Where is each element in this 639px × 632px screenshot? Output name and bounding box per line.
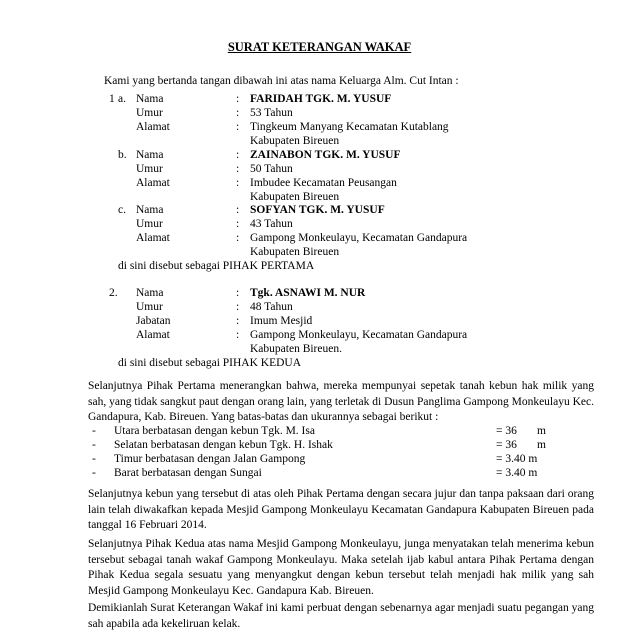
boundary-text: Utara berbatasan dengan kebun Tgk. M. Isa (114, 425, 315, 437)
intro-line: Kami yang bertanda tangan dibawah ini atas nama Keluarga Alm. Cut Intan : (104, 75, 459, 87)
field-label: Nama (136, 93, 164, 105)
boundary-text: Timur berbatasan dengan Jalan Gampong (114, 453, 306, 465)
list-dash: - (92, 425, 96, 437)
person-age: 50 Tahun (250, 163, 293, 175)
field-colon: : (236, 107, 240, 119)
field-label: Alamat (136, 329, 170, 341)
person-address-line2: Kabupaten Bireuen (250, 246, 340, 258)
person-name: Tgk. ASNAWI M. NUR (250, 287, 366, 299)
person-age: 43 Tahun (250, 218, 293, 230)
list-dash: - (92, 439, 96, 451)
boundary-text: Selatan berbatasan dengan kebun Tgk. H. Ishak (114, 439, 333, 451)
party1-number: 1 (109, 93, 115, 105)
person-name: ZAINABON TGK. M. YUSUF (250, 149, 401, 161)
field-label: Alamat (136, 121, 170, 133)
boundary-measure: = 36 (496, 425, 517, 437)
party1-role: di sini disebut sebagai PIHAK PERTAMA (118, 260, 315, 272)
person-address: Imbudee Kecamatan Peusangan (250, 177, 397, 189)
boundary-measure: = 3.40 m (496, 467, 538, 479)
person-age: 53 Tahun (250, 107, 293, 119)
person-address: Gampong Monkeulayu, Kecamatan Gandapura (250, 232, 468, 244)
person-letter: b. (118, 149, 127, 161)
field-colon: : (236, 93, 240, 105)
field-colon: : (236, 315, 240, 327)
document-title: SURAT KETERANGAN WAKAF (227, 40, 412, 54)
field-label: Umur (136, 301, 163, 313)
field-label: Jabatan (136, 315, 171, 327)
person-address-line2: Kabupaten Bireuen (250, 135, 340, 147)
person-letter: c. (118, 204, 126, 216)
party2-number: 2. (109, 287, 118, 299)
party2-role: di sini disebut sebagai PIHAK KEDUA (118, 357, 302, 369)
list-dash: - (92, 453, 96, 465)
field-label: Nama (136, 204, 164, 216)
person-age: 48 Tahun (250, 301, 293, 313)
field-label: Umur (136, 218, 163, 230)
field-label: Alamat (136, 232, 170, 244)
list-dash: - (92, 467, 96, 479)
paragraph-land-description: Selanjutnya Pihak Pertama menerangkan bahwa, mereka mempunyai sepetak tanah kebun hak milik yang sah, yang tidak sangkut paut dengan orang lain, yang terletak di Dusun Panglima Gampong Monkeulayu Kec. Gandapura, Kab. Bireuen. Yang batas-batas dan ukurannya sebagai berikut : (88, 380, 594, 423)
paragraph-waqf-declaration: Selanjutnya kebun yang tersebut di atas oleh Pihak Pertama dengan secara jujur dan tanpa paksaan dari orang lain telah diwakafkan kepada Mesjid Gampong Monkeulayu Kecamatan Gandapura Kabupaten Bireuen pada tanggal 16 Februari 2014. (88, 488, 594, 531)
boundary-unit: m (537, 425, 546, 437)
person-address: Gampong Monkeulayu, Kecamatan Gandapura (250, 329, 468, 341)
field-label: Umur (136, 107, 163, 119)
person-address: Tingkeum Manyang Kecamatan Kutablang (250, 121, 449, 133)
field-colon: : (236, 301, 240, 313)
person-letter: a. (118, 93, 126, 105)
person-address-line2: Kabupaten Bireuen (250, 191, 340, 203)
field-colon: : (236, 204, 240, 216)
field-colon: : (236, 218, 240, 230)
field-colon: : (236, 329, 240, 341)
field-label: Alamat (136, 177, 170, 189)
boundary-unit: m (537, 439, 546, 451)
field-colon: : (236, 177, 240, 189)
field-colon: : (236, 121, 240, 133)
boundary-measure: = 36 (496, 439, 517, 451)
paragraph-closing: Demikianlah Surat Keterangan Wakaf ini kami perbuat dengan sebenarnya agar menjadi suatu pegangan yang sah apabila ada kekeliruan kelak. (88, 602, 594, 630)
person-name: SOFYAN TGK. M. YUSUF (250, 204, 385, 216)
field-colon: : (236, 232, 240, 244)
person-address-line2: Kabupaten Bireuen. (250, 343, 342, 355)
person-name: FARIDAH TGK. M. YUSUF (250, 93, 392, 105)
field-colon: : (236, 287, 240, 299)
field-label: Umur (136, 163, 163, 175)
boundary-measure: = 3.40 m (496, 453, 538, 465)
field-label: Nama (136, 149, 164, 161)
paragraph-acceptance: Selanjutnya Pihak Kedua atas nama Mesjid Gampong Monkeulayu, junga menyatakan telah menerima kebun tersebut sebagai tanah wakaf Gampong Monkeulayu. Maka setelah ijab kabul antara Pihak Pertama dengan Pihak Kedua segala sesuatu yang menyangkut dengan kebun tersebut telah menjadi hak milik yang sah Mesjid Gampong Monkeulayu Kec. Gandapura Kab. Bireuen. (88, 538, 594, 597)
field-colon: : (236, 163, 240, 175)
person-position: Imum Mesjid (250, 315, 313, 327)
boundary-text: Barat berbatasan dengan Sungai (114, 467, 262, 479)
field-label: Nama (136, 287, 164, 299)
field-colon: : (236, 149, 240, 161)
